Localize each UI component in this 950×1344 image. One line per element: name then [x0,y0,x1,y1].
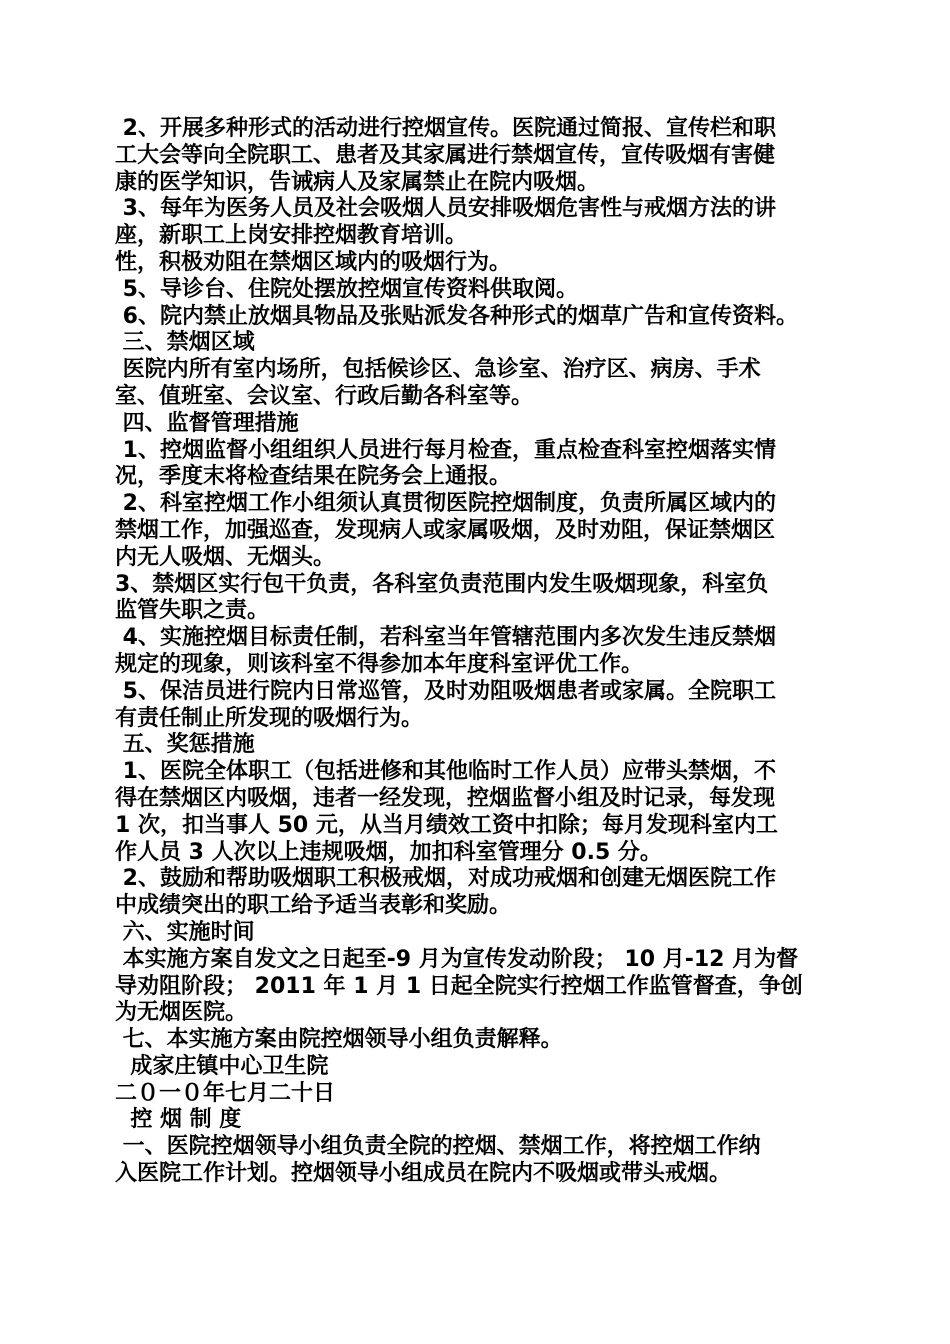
text-line: 况，季度末将检查结果在院务会上通报。 [115,464,512,490]
text-line: 室、值班室、会议室、行政后勤各科室等。 [115,383,534,409]
text-line: 中成绩突出的职工给予适当表彰和奖励。 [115,893,512,919]
text-line: 2、鼓励和帮助吸烟职工积极戒烟，对成功戒烟和创建无烟医院工作 [115,866,776,892]
text-line: 座，新职工上岗安排控烟教育培训。 [115,223,468,249]
text-line: 作人员 3 人次以上违规吸烟，加扣科室管理分 0.5 分。 [115,839,662,865]
text-line: 性，积极劝阻在禁烟区域内的吸烟行为。 [115,249,512,275]
section-heading: 三、禁烟区域 [115,330,255,356]
text-line: 3、禁烟区实行包干负责，各科室负责范围内发生吸烟现象，科室负 [115,571,769,597]
document-date: 二０一０年七月二十日 [115,1080,336,1106]
section-heading: 四、监督管理措施 [115,410,299,436]
text-line: 1、控烟监督小组组织人员进行每月检查，重点检查科室控烟落实情 [115,437,776,463]
text-line: 2、科室控烟工作小组须认真贯彻医院控烟制度，负责所属区域内的 [115,491,776,517]
text-line: 监管失职之责。 [115,598,270,624]
text-line: 5、导诊台、住院处摆放控烟宣传资料供取阅。 [115,276,578,302]
text-line: 内无人吸烟、无烟头。 [115,544,336,570]
text-line: 工大会等向全院职工、患者及其家属进行禁烟宣传，宣传吸烟有害健 [115,142,776,168]
organization-name: 成家庄镇中心卫生院 [115,1053,329,1079]
text-line: 本实施方案自发文之日起至-9 月为宣传发动阶段； 10 月-12 月为督 [115,946,799,972]
text-line: 为无烟医院。 [115,1000,248,1026]
text-line: 1、医院全体职工（包括进修和其他临时工作人员）应带头禁烟，不 [115,759,776,785]
document-body [115,116,845,1188]
text-line: 有责任制止所发现的吸烟行为。 [115,705,424,731]
text-line: 1 次，扣当事人 50 元，从当月绩效工资中扣除；每月发现科室内工 [115,812,778,838]
text-line: 2、开展多种形式的活动进行控烟宣传。医院通过简报、宣传栏和职 [115,116,776,141]
section-heading: 六、实施时间 [115,919,255,945]
text-line: 一、医院控烟领导小组负责全院的控烟、禁烟工作，将控烟工作纳 [115,1134,761,1160]
text-line: 入医院工作计划。控烟领导小组成员在院内不吸烟或带头戒烟。 [115,1161,732,1187]
text-line: 禁烟工作，加强巡查，发现病人或家属吸烟，及时劝阻，保证禁烟区 [115,517,776,543]
text-line: 得在禁烟区内吸烟，违者一经发现，控烟监督小组及时记录，每发现 [115,785,776,811]
text-line: 导劝阻阶段； 2011 年 1 月 1 日起全院实行控烟工作监管督查，争创 [115,973,803,999]
text-line: 5、保洁员进行院内日常巡管，及时劝阻吸烟患者或家属。全院职工 [115,678,776,704]
document-title: 控 烟 制 度 [115,1107,242,1133]
text-line: 康的医学知识，告诫病人及家属禁止在院内吸烟。 [115,169,600,195]
text-line: 3、每年为医务人员及社会吸烟人员安排吸烟危害性与戒烟方法的讲 [115,196,776,222]
text-line: 医院内所有室内场所，包括候诊区、急诊室、治疗区、病房、手术 [115,357,761,383]
text-line: 规定的现象，则该科室不得参加本年度科室评优工作。 [115,651,644,677]
text-line: 4、实施控烟目标责任制，若科室当年管辖范围内多次发生违反禁烟 [115,625,776,651]
section-heading: 七、本实施方案由院控烟领导小组负责解释。 [115,1027,563,1053]
text-line: 6、院内禁止放烟具物品及张贴派发各种形式的烟草广告和宣传资料。 [115,303,798,329]
section-heading: 五、奖惩措施 [115,732,255,758]
